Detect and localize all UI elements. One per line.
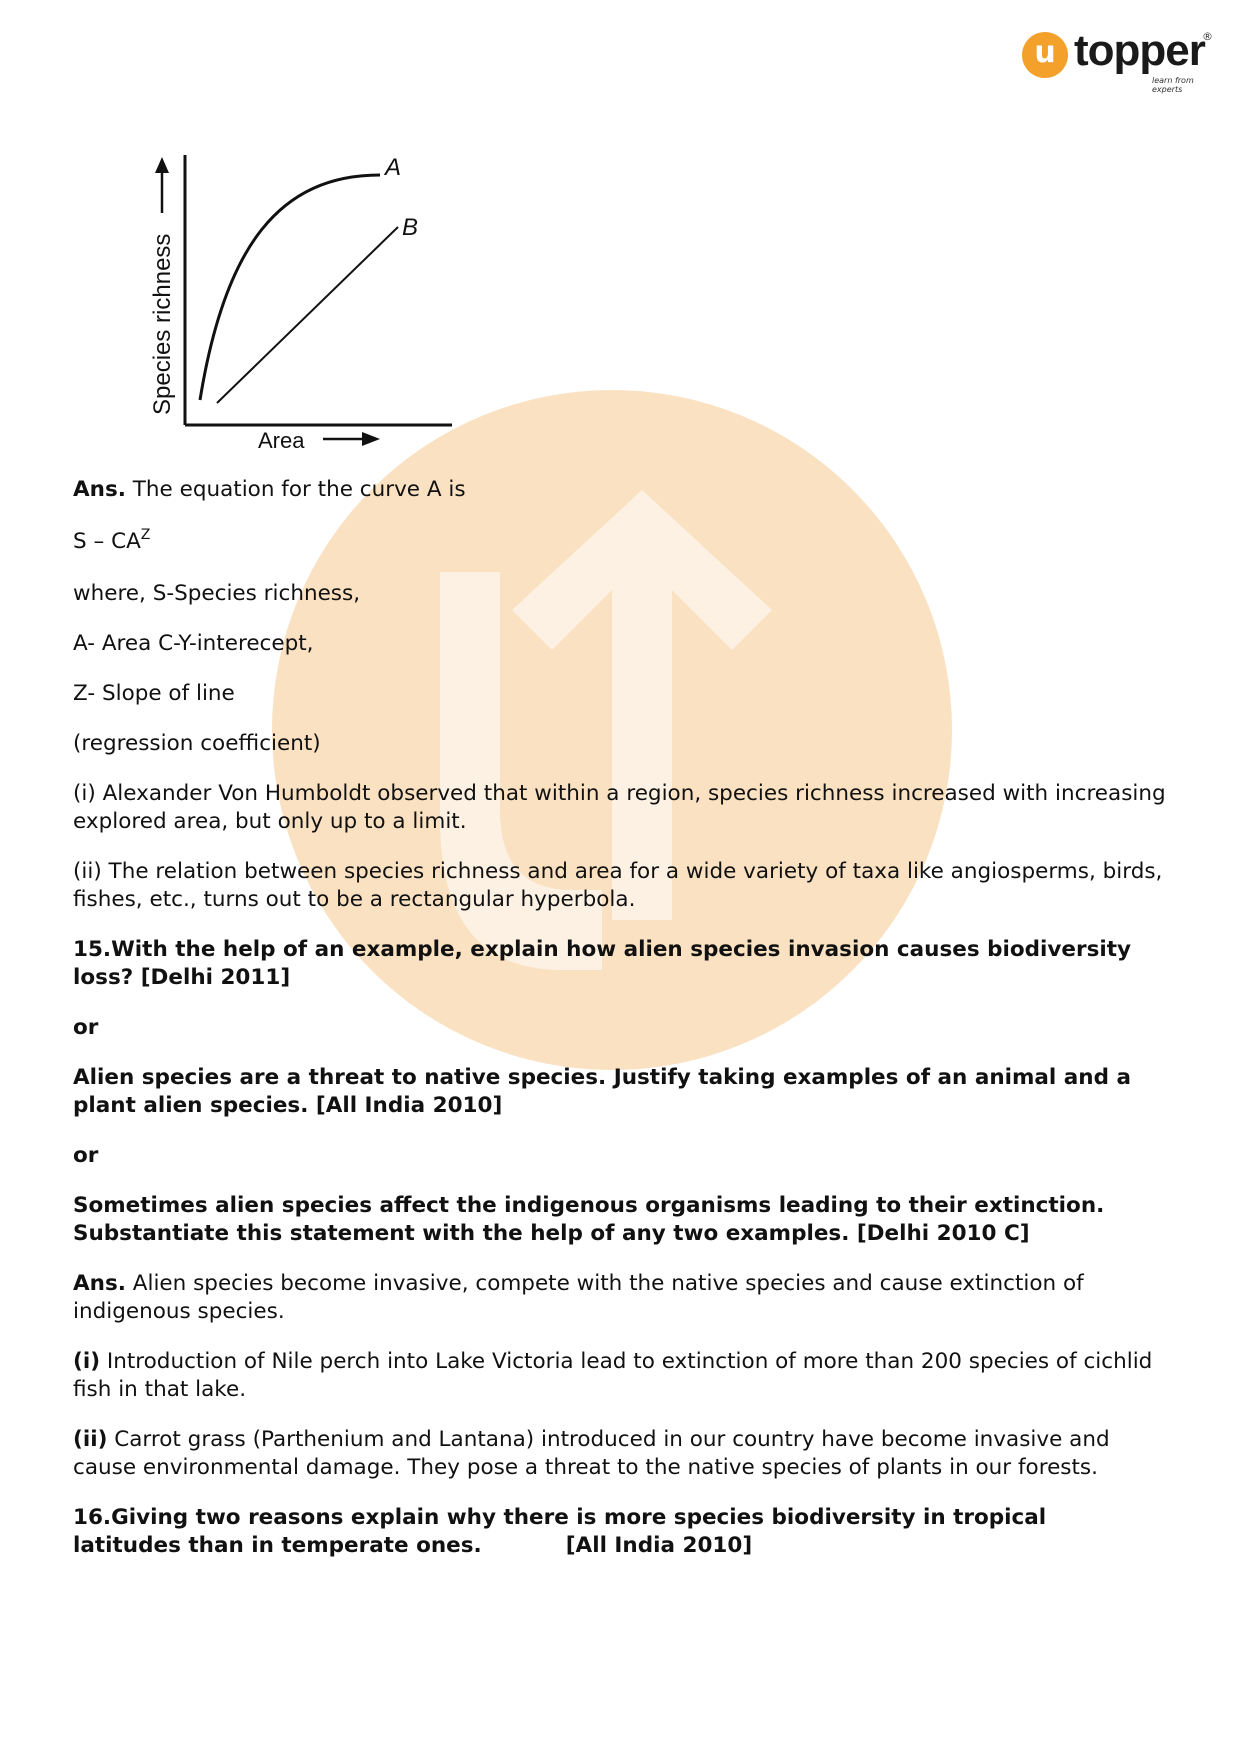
curve-a — [200, 175, 380, 400]
answer2-intro: Ans. Alien species become invasive, compete with the native species and cause extinction of indigenous species. — [73, 1271, 1084, 1324]
regression-note: (regression coefficient) — [73, 731, 321, 756]
topper-logo — [1022, 26, 1222, 94]
definition-s: where, S-Species richness, — [73, 581, 361, 606]
y-arrowhead-icon — [155, 157, 169, 173]
x-axis-label: Area — [258, 428, 305, 453]
answer2-point2: (ii) Carrot grass (Parthenium and Lantana) introduced in our country have become invasive and cause environmental damage. They pose a threat to the native species of plants in our forests. — [73, 1427, 1110, 1480]
curve-b-label: B — [402, 214, 419, 241]
logo-tagline: learn from experts — [1152, 76, 1194, 94]
curve-a-label: A — [385, 154, 402, 181]
definition-a: A- Area C-Y-interecept, — [73, 631, 314, 656]
answer1-intro: Ans. The equation for the curve A is — [73, 477, 466, 502]
definition-z: Z- Slope of line — [73, 681, 235, 706]
question-15-alt2: Sometimes alien species affect the indigenous organisms leading to their extinction. Substantiate this statement with the help of any two examples. [Delhi 2010 C] — [73, 1193, 1105, 1246]
equation: S – $CA^Z$ — [73, 527, 151, 554]
question-16-source: [All India 2010] — [565, 1533, 753, 1558]
y-axis-label: Species richness — [149, 233, 176, 415]
answer1-point2: (ii) The relation between species richness and area for a wide variety of taxa like angiosperms, birds, fishes, etc., turns out to be a rectangular hyperbola. — [73, 859, 1163, 912]
or-separator-2: or — [73, 1143, 99, 1168]
question-16: 16.Giving two reasons explain why there is more species biodiversity in tropical latitudes than in temperate ones. [All India 2010] — [73, 1505, 1047, 1558]
logo-wordmark: topper — [1074, 26, 1205, 75]
question-15: 15.With the help of an example, explain how alien species invasion causes biodiversity loss? [Delhi 2011] — [73, 937, 1132, 990]
x-arrowhead-icon — [362, 432, 380, 446]
document-body — [73, 476, 1168, 1582]
logo-registered-mark: ® — [1202, 30, 1213, 43]
answer1-point1: (i) Alexander Von Humboldt observed that within a region, species richness increased with increasing explored area, but only up to a limit. — [73, 781, 1166, 834]
or-separator-1: or — [73, 1015, 99, 1040]
answer2-point1: (i) Introduction of Nile perch into Lake Victoria lead to extinction of more than 200 species of cichlid fish in that lake. — [73, 1349, 1153, 1402]
species-area-graph — [140, 135, 480, 455]
logo-circle-icon: u — [1022, 32, 1068, 78]
question-15-alt1: Alien species are a threat to native species. Justify taking examples of an animal and a plant alien species. [All India 2010] — [73, 1065, 1131, 1118]
